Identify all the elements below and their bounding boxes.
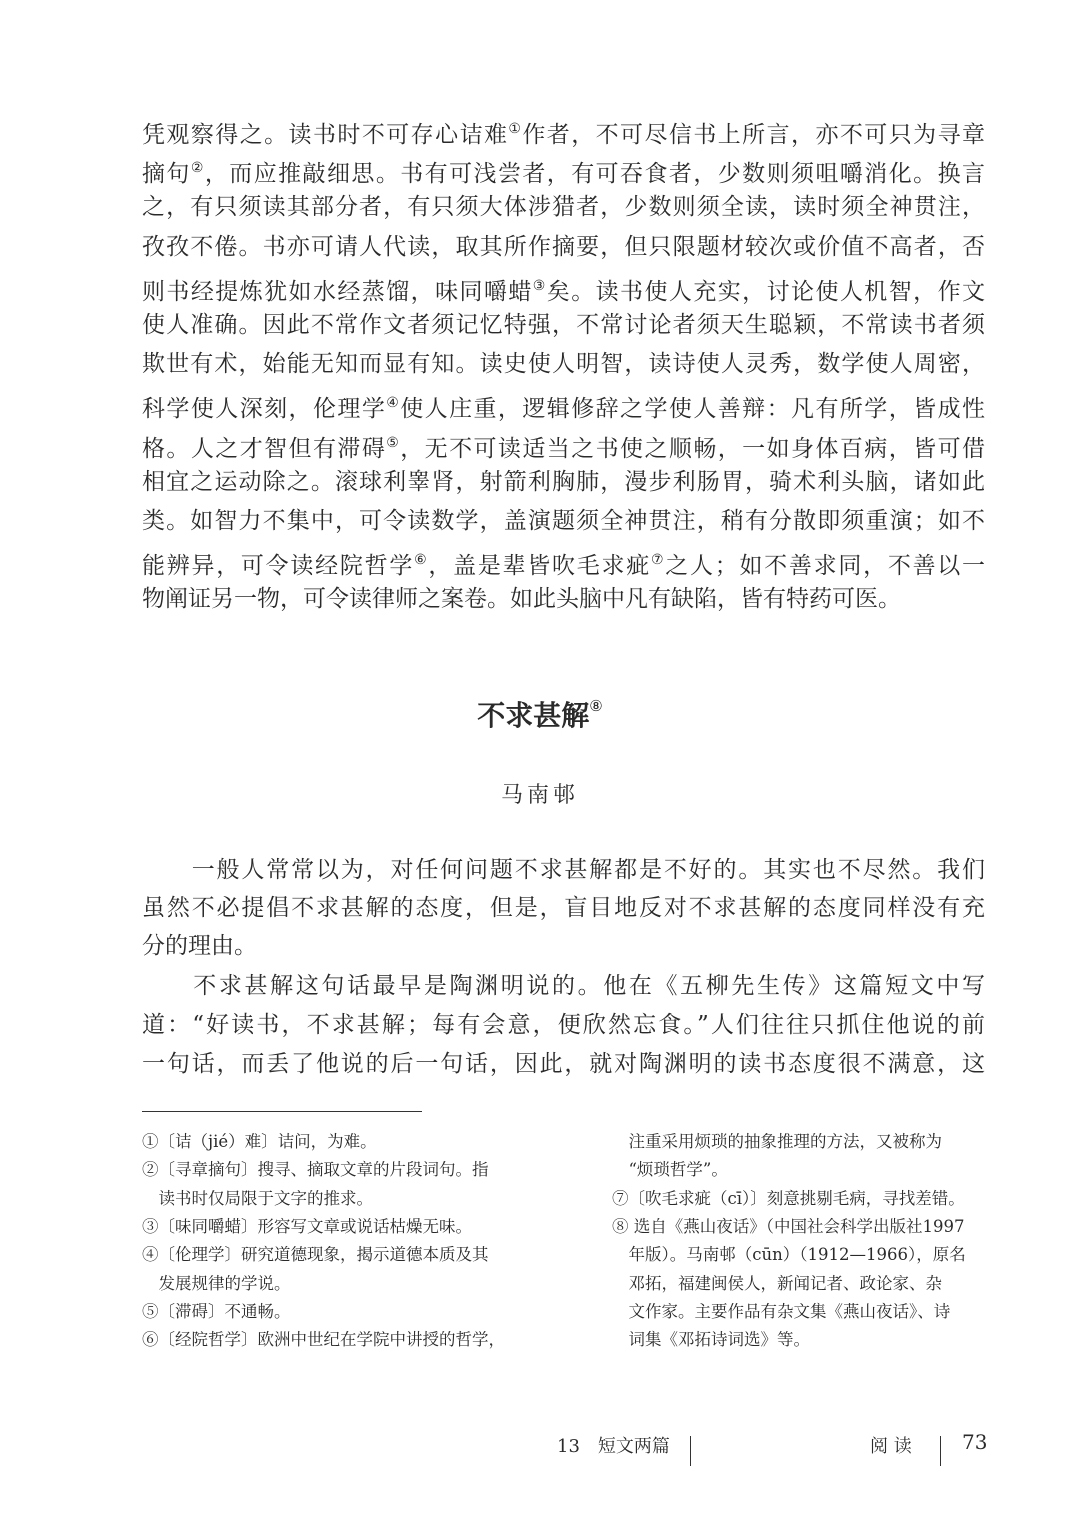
footnote-ref: ⑧: [589, 697, 603, 715]
text-segment: 则书经提炼犹如水经蒸馏，味同嚼蜡: [142, 278, 533, 305]
text-segment: 作者，不可尽信书上所言，亦不可只为寻章: [522, 122, 986, 148]
footnote-divider: [142, 1111, 422, 1112]
text-line: [142, 349, 985, 379]
text-line: [142, 931, 985, 961]
footnote-ref: ⑥: [414, 552, 429, 569]
text-segment: 虽然不必提倡不求甚解的态度，但是，盲目地反对不求甚解的态度同样没有充: [142, 895, 985, 921]
text-segment: 科学使人深刻，伦理学: [142, 396, 387, 423]
text-segment: 物阐证另一物，可令读律师之案卷。如此头脑中凡有缺陷，皆有特药可医。: [142, 586, 901, 613]
text-line: [142, 467, 985, 497]
footnote-line: 年版）。马南邨（cūn）（1912—1966），原名: [612, 1245, 966, 1265]
footnote-line: ①〔诘（jié）难〕诘问，为难。: [142, 1132, 377, 1151]
footnote-ref: ⑤: [386, 434, 401, 451]
text-line: [142, 506, 985, 536]
footnote-line: 注重采用烦琐的抽象推理的方法，又被称为: [612, 1132, 942, 1151]
footnote-line: ⑦〔吹毛求疵（cī）〕刻意挑剔毛病，寻找差错。: [612, 1188, 965, 1208]
text-line: [142, 855, 985, 885]
text-segment: ，盖是辈皆吹毛求疵: [428, 553, 651, 580]
text-segment: 欺世有术，始能无知而显有知。读史使人明智，读诗使人灵秀，数学使人周密，: [142, 351, 985, 378]
text-segment: 一句话，而丢了他说的后一句话，因此，就对陶渊明的读书态度很不满意，这: [142, 1051, 985, 1077]
text-segment: 使人准确。因此不常作文者须记忆特强，不常讨论者须天生聪颖，不常读书者须: [142, 312, 985, 338]
text-segment: 矣。读书使人充实，讨论使人机智，作文: [546, 278, 986, 305]
text-segment: 之人；如不善求同，不善以一: [665, 553, 986, 580]
text-segment: 使人庄重，逻辑修辞之学使人善辩：凡有所学，皆成性: [400, 396, 986, 423]
text-line: [142, 545, 986, 580]
footnote-line: ⑥〔经院哲学〕欧洲中世纪在学院中讲授的哲学，: [142, 1330, 505, 1350]
text-segment: 能辨异，可令读经院哲学: [142, 553, 415, 580]
title-text: 不求甚解: [477, 699, 590, 732]
text-line: [142, 584, 985, 614]
footnote-line: 文作家。主要作品有杂文集《燕山夜话》、诗: [612, 1301, 951, 1321]
text-segment: 相宜之运动除之。滚球利睾肾，射箭利胸肺，漫步利肠胃，骑术利头脑，诸如此: [142, 468, 985, 495]
text-line: [142, 310, 985, 340]
text-segment: 摘句: [142, 161, 191, 188]
footnote-line: 读书时仅局限于文字的推求。: [142, 1188, 373, 1208]
text-segment: 道：“好读书，不求甚解；每有会意，便欣然忘食。”人们往往只抓住他说的前: [142, 1012, 985, 1038]
text-line: [142, 271, 986, 305]
text-line: [142, 428, 986, 462]
text-line: [142, 114, 986, 148]
text-line: [142, 1049, 985, 1079]
text-segment: 不求甚解这句话最早是陶渊明说的。他在《五柳先生传》这篇短文中写: [142, 973, 985, 999]
text-segment: 一般人常常以为，对任何问题不求甚解都是不好的。其实也不尽然。我们: [142, 857, 985, 883]
footer-divider: [940, 1436, 941, 1466]
footnote-line: 邓拓，福建闽侯人，新闻记者、政论家、杂: [612, 1273, 942, 1293]
text-line: [142, 971, 985, 1001]
text-segment: 之，有只须读其部分者，有只须大体涉猎者，少数则须全读，读时须全神贯注，: [142, 194, 985, 221]
footnote-line: ②〔寻章摘句〕搜寻、摘取文章的片段词句。指: [142, 1160, 489, 1180]
footnote-ref: ①: [508, 121, 523, 137]
footnote-line: ④〔伦理学〕研究道德现象，揭示道德本质及其: [142, 1245, 489, 1265]
footnote-ref: ⑦: [650, 552, 666, 569]
footnote-line: ⑤〔滞碍〕不通畅。: [142, 1301, 291, 1321]
footer-lesson: 13 短文两篇: [557, 1436, 670, 1457]
text-line: [142, 1010, 985, 1040]
page-number: 73: [962, 1430, 988, 1454]
text-line: [142, 232, 985, 262]
text-segment: ，无不可读适当之书使之顺畅，一如身体百病，皆可借: [400, 435, 986, 462]
text-segment: 格。人之才智但有滞碍: [142, 435, 387, 462]
text-segment: 凭观察得之。读书时不可存心诘难: [142, 122, 509, 148]
footnote-ref: ④: [386, 395, 401, 412]
footnote-line: 发展规律的学说。: [142, 1273, 291, 1293]
text-line: [142, 192, 985, 222]
article-title: [0, 694, 1080, 734]
text-line: [142, 388, 986, 423]
footnote-ref: ②: [190, 160, 205, 177]
footnote-line: ③〔味同嚼蜡〕形容写文章或说话枯燥无味。: [142, 1216, 472, 1236]
footnote-ref: ③: [532, 277, 547, 294]
text-segment: 孜孜不倦。书亦可请人代读，取其所作摘要，但只限题材较次或价值不高者，否: [142, 233, 985, 260]
footnote-line: “烦琐哲学”。: [612, 1160, 728, 1180]
author: 马南邨: [500, 783, 579, 808]
text-line: [142, 153, 986, 188]
footer-divider: [690, 1436, 691, 1466]
text-segment: 分的理由。: [142, 933, 257, 959]
text-line: [142, 893, 985, 923]
footnote-line: ⑧ 选自《燕山夜话》（中国社会科学出版社1997: [612, 1216, 965, 1236]
footnote-line: 词集《邓拓诗词选》等。: [612, 1330, 810, 1350]
text-segment: 类。如智力不集中，可令读数学，盖演题须全神贯注，稍有分散即须重演；如不: [142, 508, 985, 534]
footer-section: 阅 读: [870, 1436, 912, 1457]
text-segment: ，而应推敲细思。书有可浅尝者，有可吞食者，少数则须咀嚼消化。换言: [204, 161, 986, 188]
